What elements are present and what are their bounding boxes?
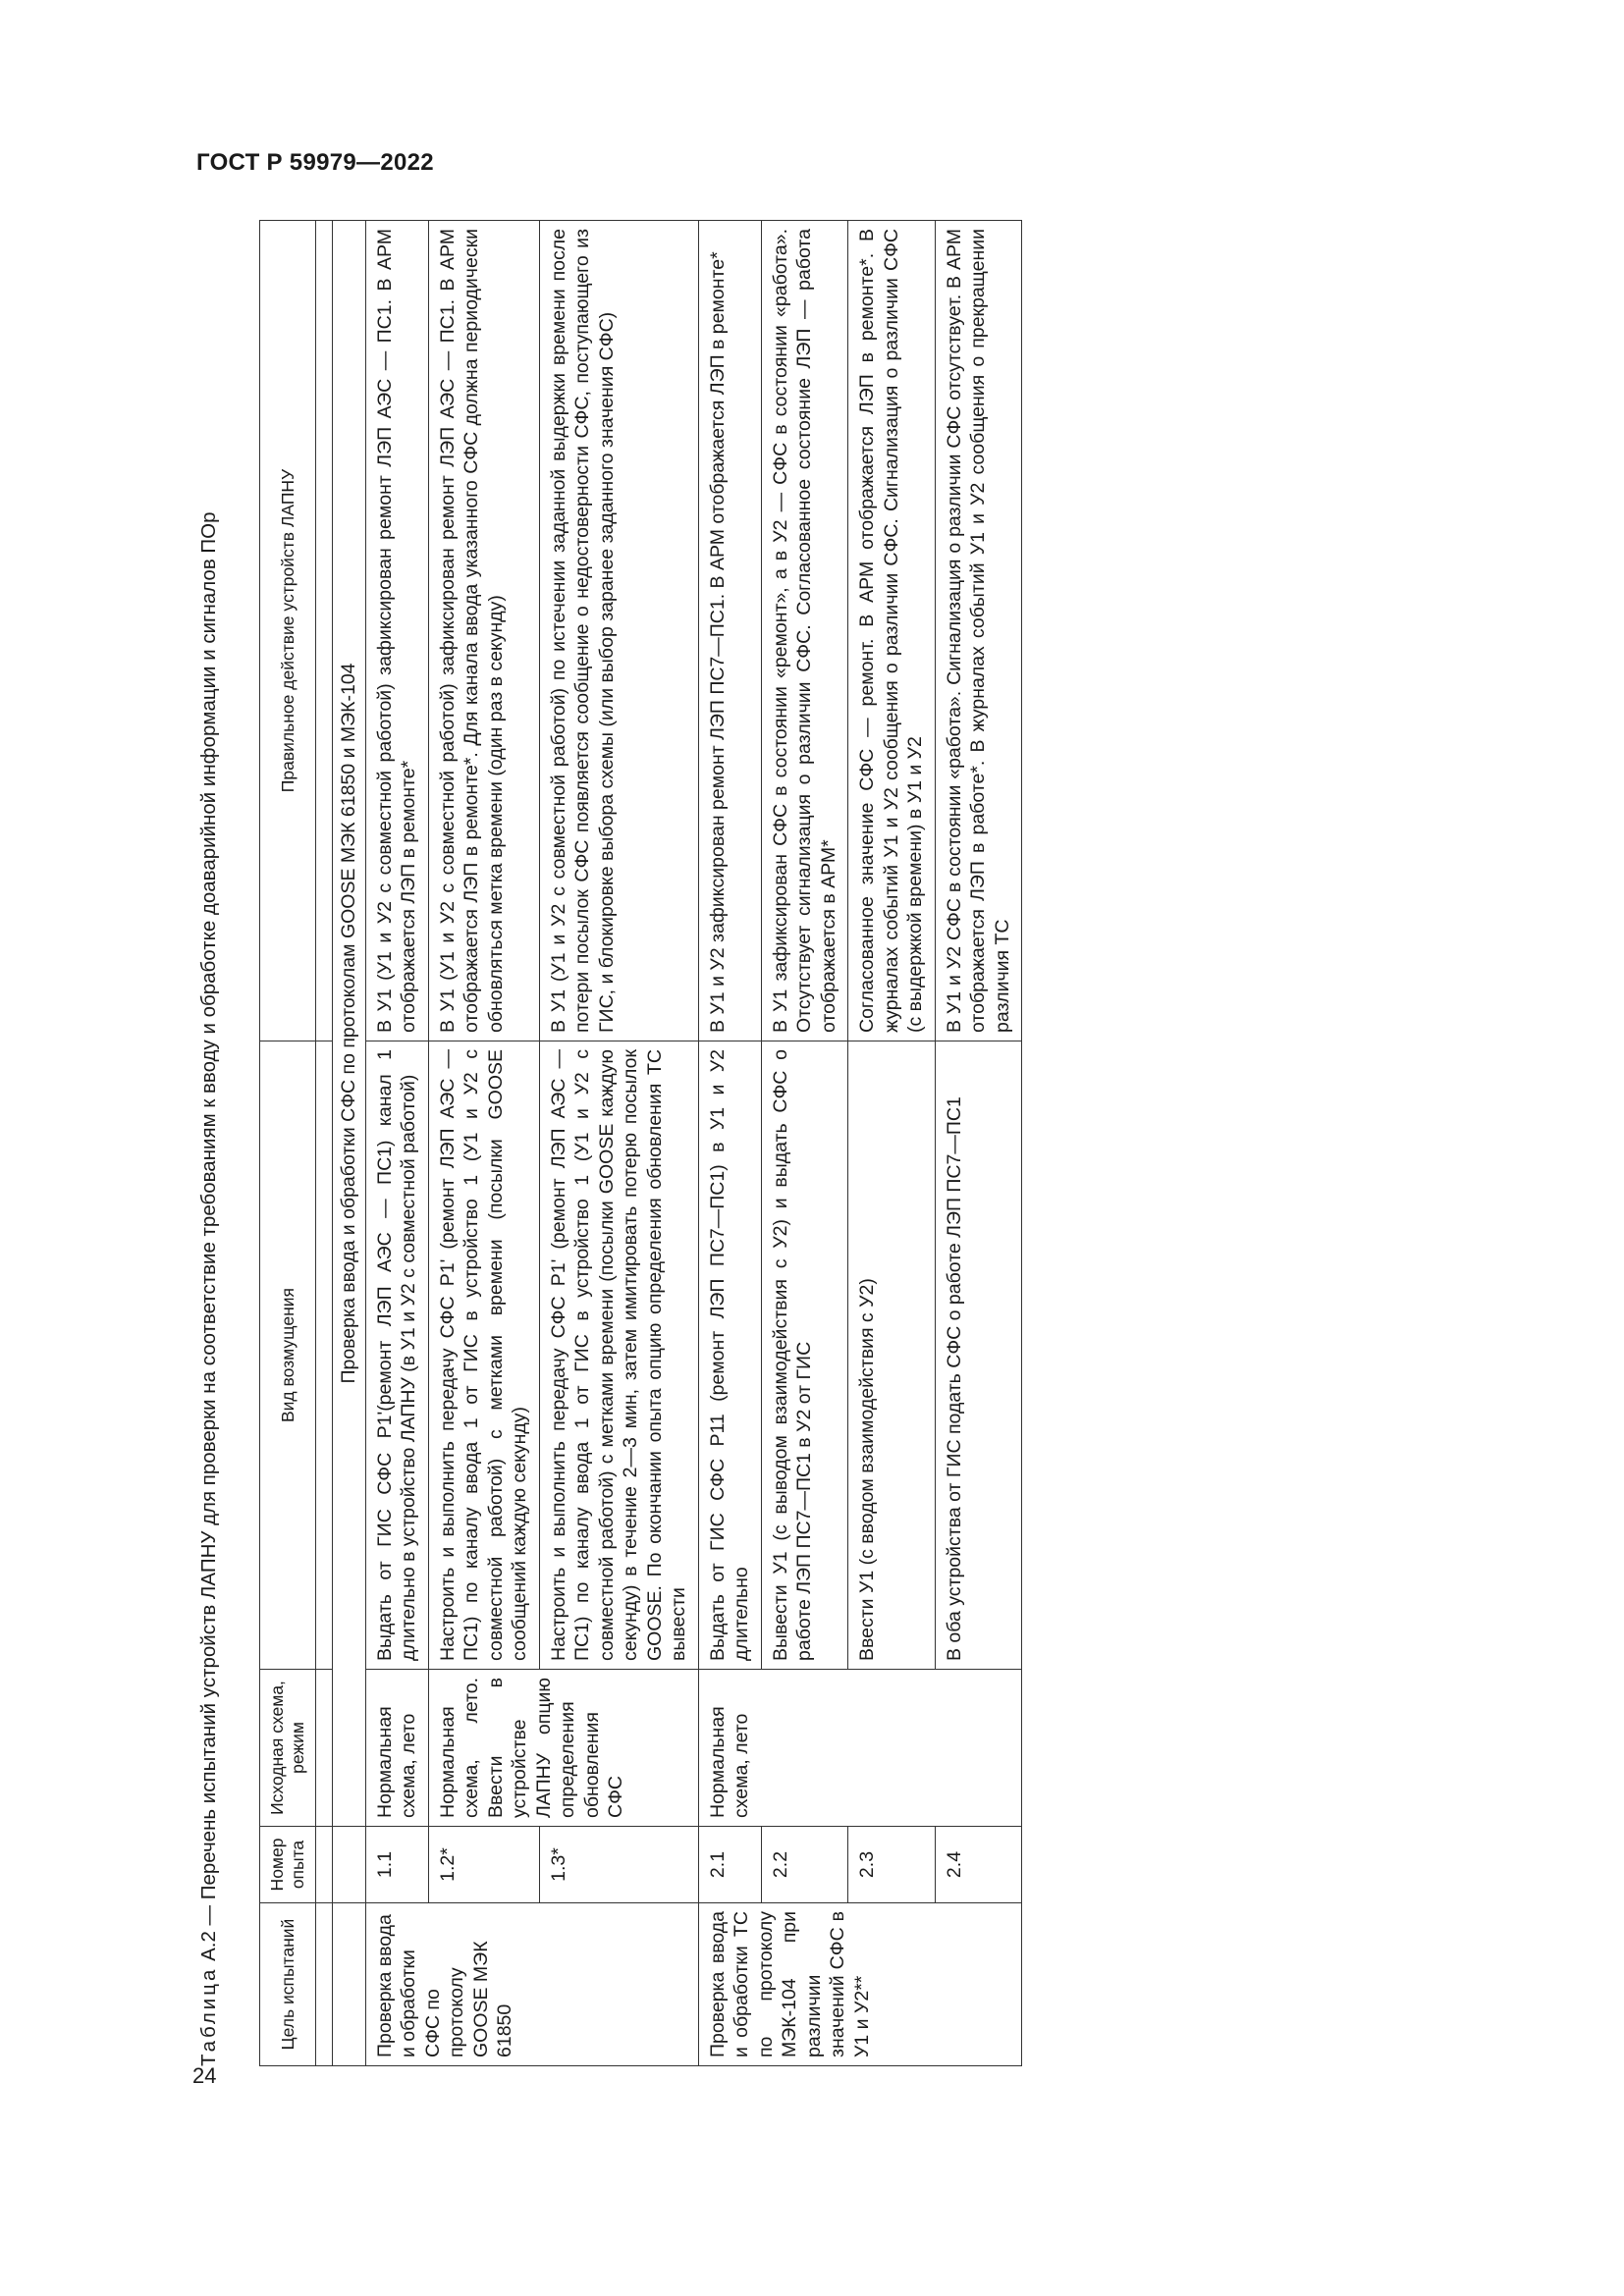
test-number: 2.3 — [848, 1827, 936, 1903]
disturbance-cell: В оба устройства от ГИС подать СФС о работе ЛЭП ПС7—ПС1 — [935, 1041, 1022, 1670]
header-num: Номер опыта — [260, 1827, 316, 1903]
table-row — [698, 221, 761, 2066]
table-header-row — [260, 221, 316, 2066]
disturbance-cell: Выдать от ГИС СФС Р11 (ремонт ЛЭП ПС7—ПС1) в У1 и У2 длительно — [698, 1041, 761, 1670]
action-cell: В У1 зафиксирован СФС в состоянии «ремонт», а в У2 — СФС в состоянии «работа». Отсутствует сигнализация о различии СФС. Согласованное состояние ЛЭП — работа отображается в АРМ* — [761, 221, 848, 1041]
action-cell: В У1 и У2 СФС в состоянии «работа». Сигнализация о различии СФС отсутствует. В АРМ отображается ЛЭП в работе*. В журналах событий У1 и У2 сообщения о прекращении различия ТС — [935, 221, 1022, 1041]
header-action: Правильное действие устройств ЛАПНУ — [260, 221, 316, 1041]
table-numbering-row — [316, 221, 333, 2066]
action-cell: В У1 (У1 и У2 с совместной работой) зафиксирован ремонт ЛЭП АЭС — ПС1. В АРМ отображается ЛЭП в ремонте*. Для канала ввода указанного СФС должна периодически обновляться метка времени (один раз в секунду) — [428, 221, 539, 1041]
test-number: 2.2 — [761, 1827, 848, 1903]
header-disturbance: Вид возмущения — [260, 1041, 316, 1670]
disturbance-cell: Ввести У1 (с вводом взаимодействия с У2) — [848, 1041, 936, 1670]
goal-cell: Проверка ввода и обработки ТС по протоколу МЭК-104 при различии значений СФС в У1 и У2** — [698, 1903, 1022, 2066]
test-number: 1.2* — [428, 1827, 539, 1903]
section-row — [333, 221, 366, 2066]
disturbance-cell: Настроить и выполнить передачу СФС Р1' (ремонт ЛЭП АЭС — ПС1) по каналу ввода 1 от ГИС в устройство 1 (У1 и У2 с совместной работой) с метками времени (посылки GOOSE сообщений каждую секунду) — [428, 1041, 539, 1670]
table-row — [428, 221, 539, 2066]
disturbance-cell: Вывести У1 (с выводом взаимодействия с У2) и выдать СФС о работе ЛЭП ПС7—ПС1 в У2 от ГИС — [761, 1041, 848, 1670]
test-number: 1.1 — [365, 1827, 428, 1903]
table-row — [365, 221, 428, 2066]
scheme-cell: Нормальная схема, лето — [698, 1670, 1022, 1827]
document-header: ГОСТ Р 59979—2022 — [196, 149, 434, 176]
caption-label: Таблица — [197, 1966, 220, 2066]
scheme-cell: Нормальная схема, лето — [365, 1670, 428, 1827]
page-number: 24 — [192, 2063, 217, 2088]
header-goal: Цель испытаний — [260, 1903, 316, 2066]
rotated-table-content — [196, 221, 1424, 2066]
table-caption — [196, 221, 221, 2066]
tests-table — [259, 220, 1022, 2066]
test-number: 1.3* — [539, 1827, 698, 1903]
header-scheme: Исходная схема, режим — [260, 1670, 316, 1827]
action-cell: Согласованное значение СФС — ремонт. В АРМ отображается ЛЭП в ремонте*. В журналах событий У1 и У2 сообщения о различии СФС. Сигнализация о различии СФС (с выдержкой времени) в У1 и У2 — [848, 221, 936, 1041]
test-number: 2.1 — [698, 1827, 761, 1903]
action-cell: В У1 и У2 зафиксирован ремонт ЛЭП ПС7—ПС1. В АРМ отображается ЛЭП в ремонте* — [698, 221, 761, 1041]
disturbance-cell: Настроить и выполнить передачу СФС Р1' (ремонт ЛЭП АЭС — ПС1) по каналу ввода 1 от ГИС в устройство 1 (У1 и У2 с совместной работой) с метками времени (посылки GOOSE каждую секунду) в течение 2—3 мин, затем имитировать потерю посылок GOOSE. По окончании опыта опцию определения обновления ТС вывести — [539, 1041, 698, 1670]
action-cell: В У1 (У1 и У2 с совместной работой) зафиксирован ремонт ЛЭП АЭС — ПС1. В АРМ отображается ЛЭП в ремонте* — [365, 221, 428, 1041]
action-cell: В У1 (У1 и У2 с совместной работой) по истечении заданной выдержки времени после потери посылок СФС появляется сообщение о недостоверности СФС, поступающего из ГИС, и блокировке выбора схемы (или выбор заранее заданного значения СФС) — [539, 221, 698, 1041]
disturbance-cell: Выдать от ГИС СФС Р1'(ремонт ЛЭП АЭС — ПС1) канал 1 длительно в устройство ЛАПНУ (в У1 и У2 с совместной работой) — [365, 1041, 428, 1670]
goal-cell: Проверка ввода и обработки СФС по протоколу GOOSE МЭК 61850 — [365, 1903, 698, 2066]
section-title: Проверка ввода и обработки СФС по протоколам GOOSE МЭК 61850 и МЭК-104 — [333, 221, 366, 1827]
scheme-cell: Нормальная схема, лето. Ввести в устройстве ЛАПНУ опцию определения обновления СФС — [428, 1670, 698, 1827]
caption-text: А.2 — Перечень испытаний устройств ЛАПНУ для проверки на соответствие требованиям к вводу и обработке доаварийной информации и сигналов ПОр — [197, 511, 220, 1967]
test-number: 2.4 — [935, 1827, 1022, 1903]
